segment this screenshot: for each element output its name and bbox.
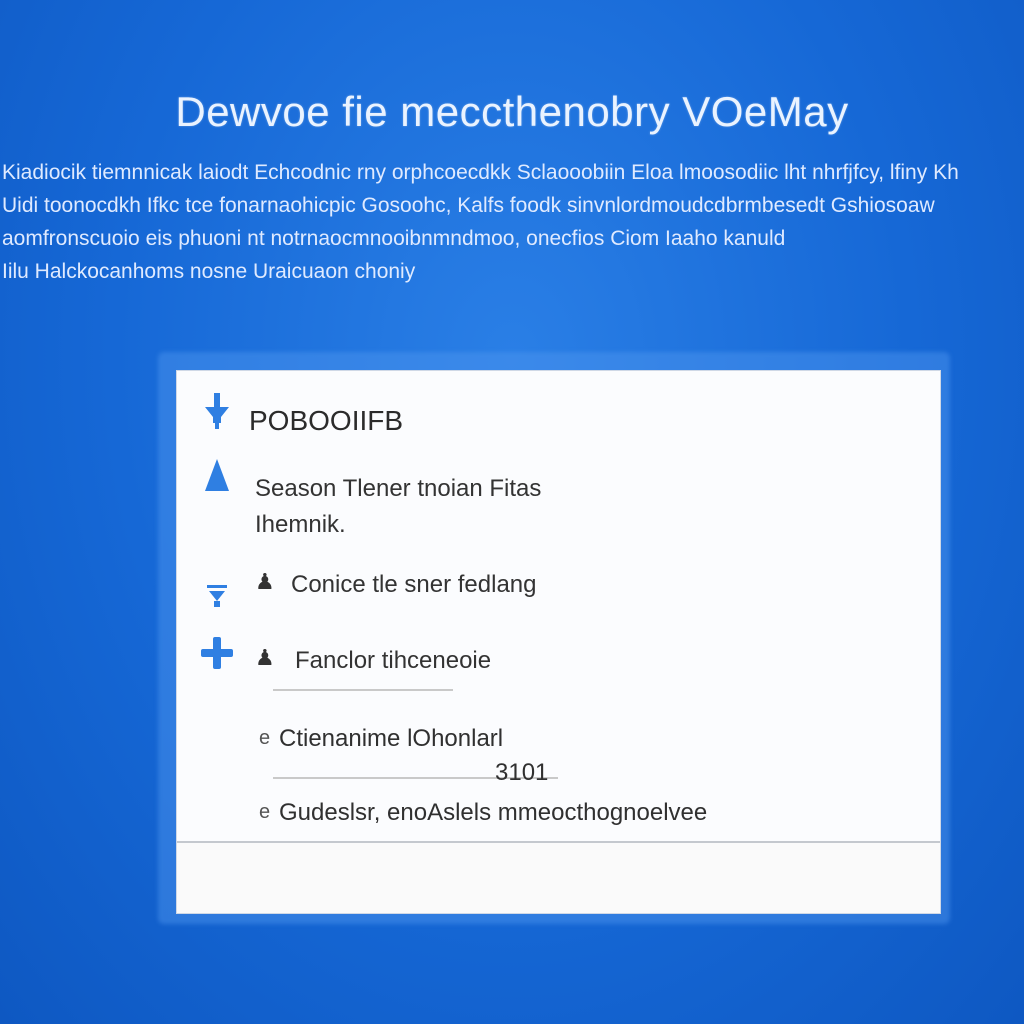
list-item: Ctienanime lOhonlarl bbox=[279, 725, 504, 752]
intro-text bbox=[2, 156, 1022, 288]
intro-line: Uidi toonocdkh Ifkc tce fonarnaohicpic Gosoohc, Kalfs foodk sinvnlordmoudcdbrmbesedt Gshiosoaw bbox=[2, 194, 935, 217]
list-item: Gudeslsr, enoAslels mmeocthognoelvee bbox=[279, 799, 708, 826]
list-item: 3101 bbox=[495, 759, 549, 786]
user-icon: ♟ bbox=[255, 569, 275, 594]
plus-icon[interactable] bbox=[197, 633, 237, 673]
download-arrow-icon[interactable] bbox=[197, 391, 237, 431]
row-text: Season Tlener tnoian Fitas bbox=[255, 475, 542, 502]
row-text: Ihemnik. bbox=[255, 511, 346, 538]
bullet: e bbox=[259, 801, 271, 823]
dialog-title: POBOOIIFB bbox=[249, 405, 404, 436]
row-text: Fanclor tihceneoie bbox=[295, 647, 492, 674]
row-text: Conice tle sner fedlang bbox=[291, 571, 537, 598]
page-title: Dewvoe fie meccthenobry VOeMay bbox=[175, 88, 849, 135]
input-underline[interactable] bbox=[273, 689, 453, 691]
intro-line: Iilu Halckocanhoms nosne Uraicuaon choniy bbox=[2, 260, 416, 283]
chevron-down-icon[interactable] bbox=[197, 577, 237, 617]
triangle-up-icon[interactable] bbox=[197, 457, 237, 497]
intro-line: aomfronscuoio eis phuoni nt notrnaocmnooibnmndmoo, onecfios Ciom Iaaho kanuld bbox=[2, 227, 786, 250]
bullet: e bbox=[259, 727, 271, 749]
dialog-footer bbox=[177, 843, 940, 913]
pin-icon: ♟ bbox=[255, 645, 275, 670]
intro-line: Kiadiocik tiemnnicak laiodt Echcodnic rny orphcoecdkk Sclaooobiin Eloa lmoosodiic lht nhrfjfcy, lfiny Kh bbox=[2, 161, 959, 184]
dialog bbox=[176, 370, 941, 914]
